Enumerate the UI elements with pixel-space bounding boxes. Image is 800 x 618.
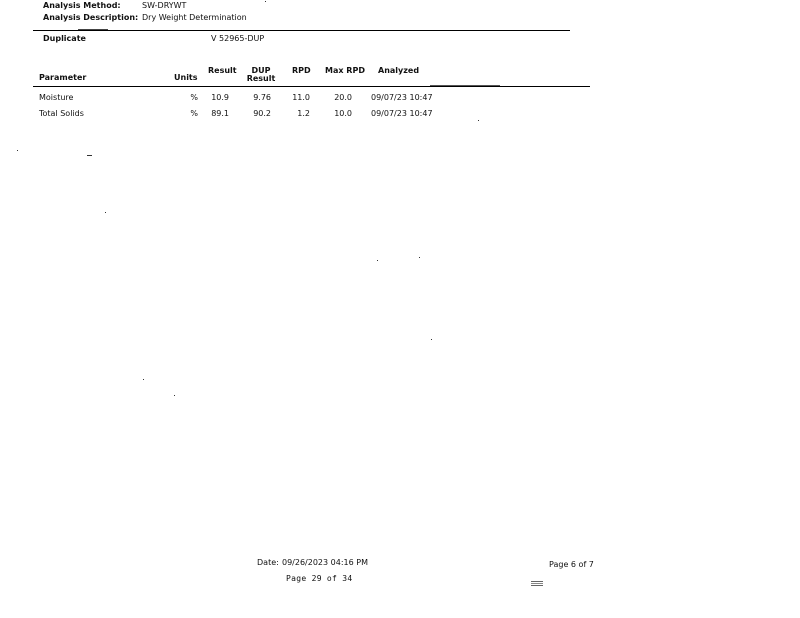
cell-dup-result: 90.2 <box>253 109 271 118</box>
analysis-method-value: SW-DRYWT <box>142 1 187 10</box>
header-divider-mark <box>78 29 108 30</box>
cell-parameter: Total Solids <box>39 109 84 118</box>
table-header-divider-mark <box>430 85 500 86</box>
analysis-description-value: Dry Weight Determination <box>142 13 247 22</box>
cell-analyzed: 09/07/23 10:47 <box>371 109 433 118</box>
scan-dash <box>87 155 92 156</box>
cell-rpd: 11.0 <box>292 93 310 102</box>
cell-rpd: 1.2 <box>297 109 310 118</box>
scan-speck <box>419 257 420 258</box>
scan-speck <box>105 212 106 213</box>
header-divider <box>33 30 570 31</box>
scan-speck <box>265 1 266 2</box>
cell-parameter: Moisture <box>39 93 74 102</box>
scan-speck <box>174 395 175 396</box>
cell-analyzed: 09/07/23 10:47 <box>371 93 433 102</box>
cell-result: 89.1 <box>211 109 229 118</box>
col-header-units: Units <box>174 73 198 82</box>
cell-max-rpd: 20.0 <box>334 93 352 102</box>
analysis-method-label: Analysis Method: <box>43 1 121 10</box>
col-header-result: Result <box>208 66 237 75</box>
analysis-description-label: Analysis Description: <box>43 13 139 22</box>
col-header-analyzed: Analyzed <box>378 66 420 75</box>
scan-speck <box>377 260 378 261</box>
cell-units: % <box>190 109 198 118</box>
col-header-max-rpd: Max RPD <box>325 66 365 75</box>
scan-speck <box>17 150 18 151</box>
scan-speck <box>478 120 479 121</box>
footer-date-label: Date: <box>257 558 279 567</box>
scan-smudge-icon <box>531 580 544 587</box>
cell-units: % <box>190 93 198 102</box>
cell-result: 10.9 <box>211 93 229 102</box>
duplicate-sample-id: V 52965-DUP <box>211 34 265 43</box>
scan-speck <box>431 339 432 340</box>
footer-date-value: 09/26/2023 04:16 PM <box>282 558 368 567</box>
footer-page-total: Page 29 of 34 <box>286 574 353 583</box>
scan-speck <box>143 379 144 380</box>
col-header-dup-result-line1: DUP <box>251 66 271 75</box>
col-header-dup-result-line2: Result <box>246 74 276 83</box>
table-header-divider <box>33 86 590 87</box>
cell-max-rpd: 10.0 <box>334 109 352 118</box>
footer-page-of: Page 6 of 7 <box>549 560 594 569</box>
duplicate-label: Duplicate <box>43 34 86 43</box>
cell-dup-result: 9.76 <box>253 93 271 102</box>
col-header-rpd: RPD <box>292 66 311 75</box>
col-header-parameter: Parameter <box>39 73 87 82</box>
